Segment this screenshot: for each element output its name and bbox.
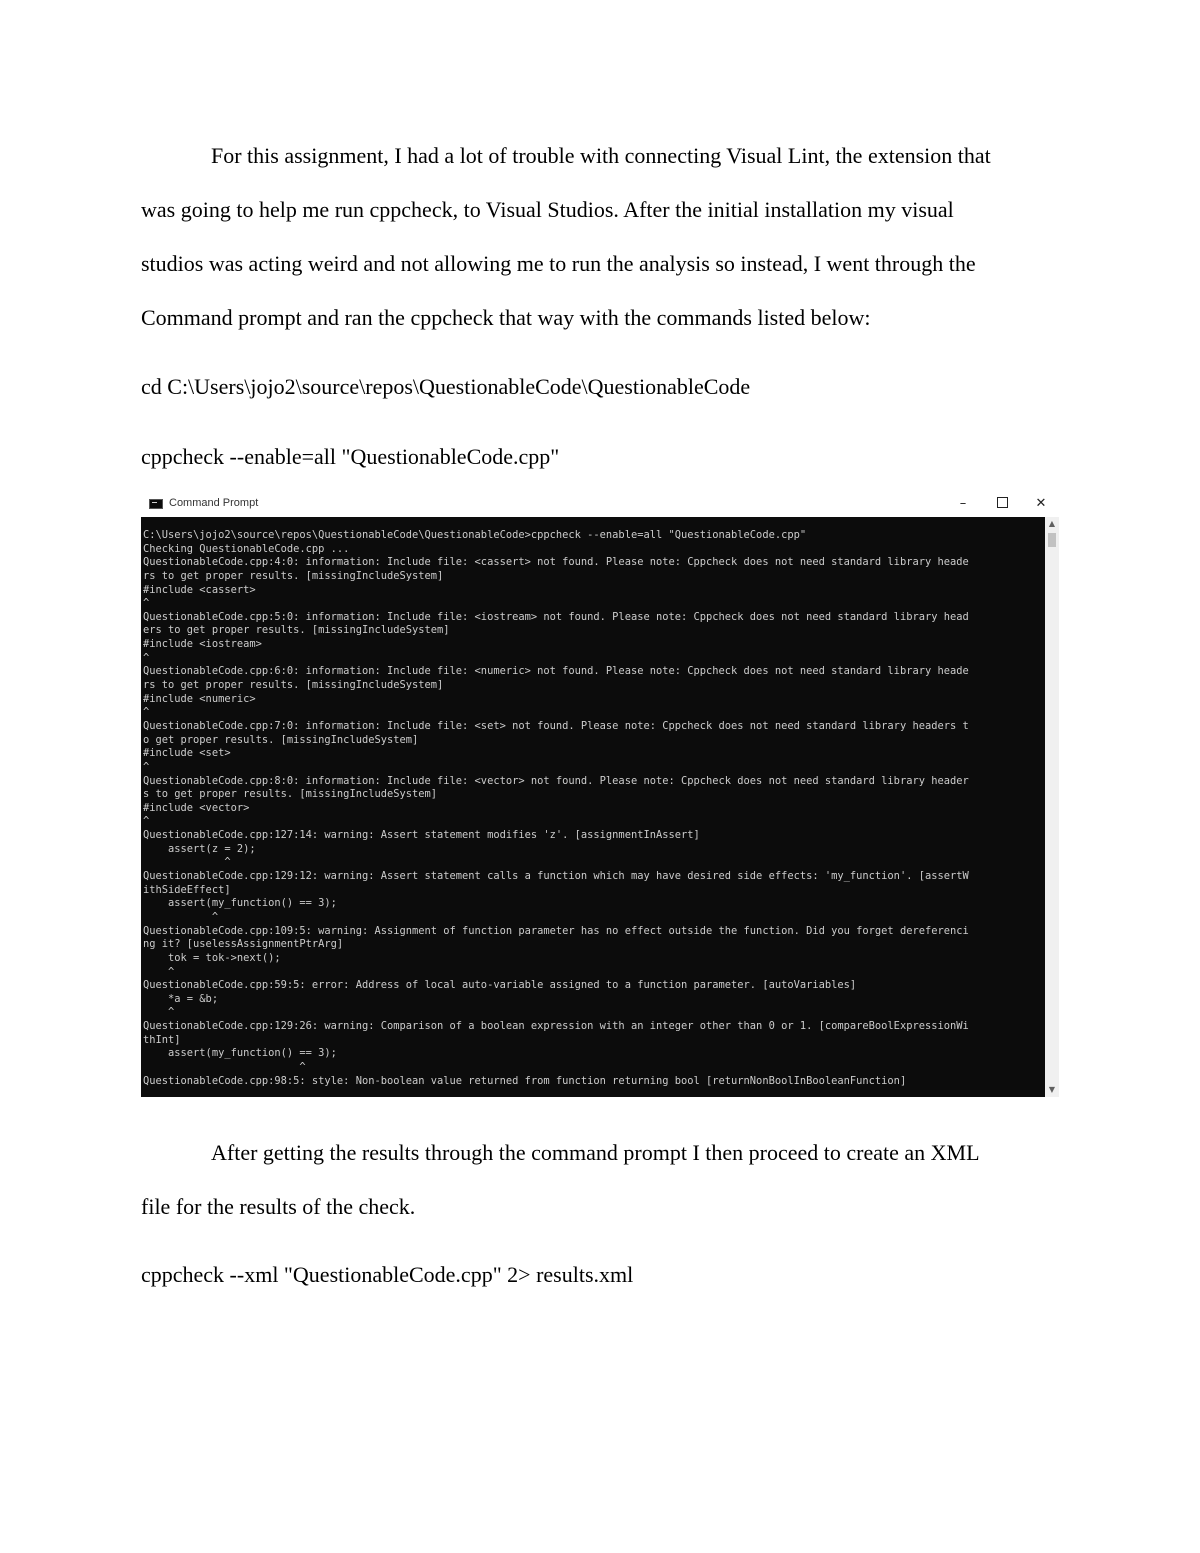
- console-line: ng it? [uselessAssignmentPtrArg]: [143, 938, 344, 951]
- console-line: *a = &b;: [143, 992, 219, 1005]
- cd-command-text: cd C:\Users\jojo2\source\repos\QuestionableCode\QuestionableCode: [141, 374, 751, 399]
- console-line: thInt]: [143, 1033, 181, 1046]
- console-line: QuestionableCode.cpp:4:0: information: Include file: <cassert> not found. Please note: Cppcheck does not need standard library heade: [143, 556, 969, 569]
- console-line: rs to get proper results. [missingIncludeSystem]: [143, 569, 444, 582]
- console-line: ^: [143, 706, 150, 719]
- console-line: ^: [143, 910, 219, 923]
- maximize-button[interactable]: [982, 493, 1022, 517]
- console-line: ^: [143, 856, 231, 869]
- console-line: assert(my_function() == 3);: [143, 897, 337, 910]
- console-line: ^: [143, 760, 150, 773]
- console-line: ^: [143, 1060, 306, 1073]
- console-line: assert(my_function() == 3);: [143, 1047, 337, 1060]
- console-line: QuestionableCode.cpp:98:5: style: Non-boolean value returned from function returning bool [returnNonBoolInBooleanFunction]: [143, 1074, 907, 1087]
- command-prompt-screenshot: [141, 493, 1059, 1097]
- console-line: ithSideEffect]: [143, 883, 231, 896]
- console-line: s to get proper results. [missingIncludeSystem]: [143, 788, 438, 801]
- console-line: o get proper results. [missingIncludeSystem]: [143, 733, 419, 746]
- window-titlebar: [141, 493, 1059, 517]
- console-scrollbar[interactable]: [1045, 517, 1059, 1097]
- results-paragraph-line: After getting the results through the command prompt I then proceed to create an XML: [211, 1140, 980, 1165]
- console-line: ^: [143, 597, 150, 610]
- cppcheck-enable-command-text: cppcheck --enable=all "QuestionableCode.cpp": [141, 444, 560, 469]
- intro-paragraph-line: was going to help me run cppcheck, to Visual Studios. After the initial installation my visual: [141, 197, 954, 222]
- results-paragraph-line: file for the results of the check.: [141, 1194, 416, 1219]
- console-line: QuestionableCode.cpp:129:26: warning: Comparison of a boolean expression with an integer other than 0 or 1. [compareBoolExpressionWi: [143, 1020, 969, 1033]
- console-line: assert(z = 2);: [143, 842, 256, 855]
- intro-paragraph-line: For this assignment, I had a lot of trouble with connecting Visual Lint, the extension that: [211, 143, 991, 168]
- console-line: ^: [143, 815, 150, 828]
- scroll-thumb[interactable]: [1048, 533, 1056, 547]
- intro-paragraph-line: studios was acting weird and not allowing me to run the analysis so instead, I went through the: [141, 251, 976, 276]
- console-line: QuestionableCode.cpp:6:0: information: Include file: <numeric> not found. Please note: Cppcheck does not need standard library heade: [143, 665, 969, 678]
- console-line: QuestionableCode.cpp:8:0: information: Include file: <vector> not found. Please note: Cppcheck does not need standard library header: [143, 774, 969, 787]
- console-line: QuestionableCode.cpp:109:5: warning: Assignment of function parameter has no effect outside the function. Did you forget dereferenci: [143, 924, 969, 937]
- results-paragraph: [141, 1126, 1061, 1234]
- console-line: QuestionableCode.cpp:7:0: information: Include file: <set> not found. Please note: Cppcheck does not need standard library headers t: [143, 719, 969, 732]
- console-line: #include <numeric>: [143, 692, 256, 705]
- console-line: #include <iostream>: [143, 638, 262, 651]
- console-line: QuestionableCode.cpp:127:14: warning: Assert statement modifies 'z'. [assignmentInAssert]: [143, 829, 700, 842]
- console-line: QuestionableCode.cpp:5:0: information: Include file: <iostream> not found. Please note: Cppcheck does not need standard library head: [143, 610, 969, 623]
- window-title: Command Prompt: [169, 497, 259, 509]
- console-line: QuestionableCode.cpp:129:12: warning: Assert statement calls a function which may have desired side effects: 'my_function'. [assertW: [143, 870, 969, 883]
- minimize-button[interactable]: –: [959, 496, 967, 511]
- console-output: [141, 517, 1045, 1097]
- intro-paragraph: [141, 129, 1061, 345]
- console-line: #include <cassert>: [143, 583, 256, 596]
- maximize-icon: [997, 497, 1008, 508]
- console-line: C:\Users\jojo2\source\repos\QuestionableCode\QuestionableCode>cppcheck --enable=all "QuestionableCode.cpp": [143, 529, 807, 541]
- intro-paragraph-line: Command prompt and ran the cppcheck that way with the commands listed below:: [141, 305, 871, 330]
- scroll-up-icon[interactable]: ▲: [1048, 519, 1056, 528]
- cmd-icon: [149, 499, 163, 509]
- console-line: Checking QuestionableCode.cpp ...: [143, 542, 350, 555]
- console-line: ^: [143, 651, 150, 664]
- console-line: ^: [143, 965, 175, 978]
- console-line: #include <set>: [143, 747, 231, 760]
- cppcheck-xml-command-text: cppcheck --xml "QuestionableCode.cpp" 2> results.xml: [141, 1262, 634, 1287]
- console-line: ers to get proper results. [missingIncludeSystem]: [143, 624, 450, 637]
- console-line: tok = tok->next();: [143, 951, 281, 964]
- console-line: rs to get proper results. [missingIncludeSystem]: [143, 679, 444, 692]
- close-button[interactable]: ✕: [1035, 496, 1047, 511]
- console-line: QuestionableCode.cpp:59:5: error: Address of local auto-variable assigned to a function parameter. [autoVariables]: [143, 979, 857, 992]
- console-line: ^: [143, 1006, 175, 1019]
- scroll-down-icon[interactable]: ▼: [1048, 1085, 1056, 1094]
- console-line: #include <vector>: [143, 801, 250, 814]
